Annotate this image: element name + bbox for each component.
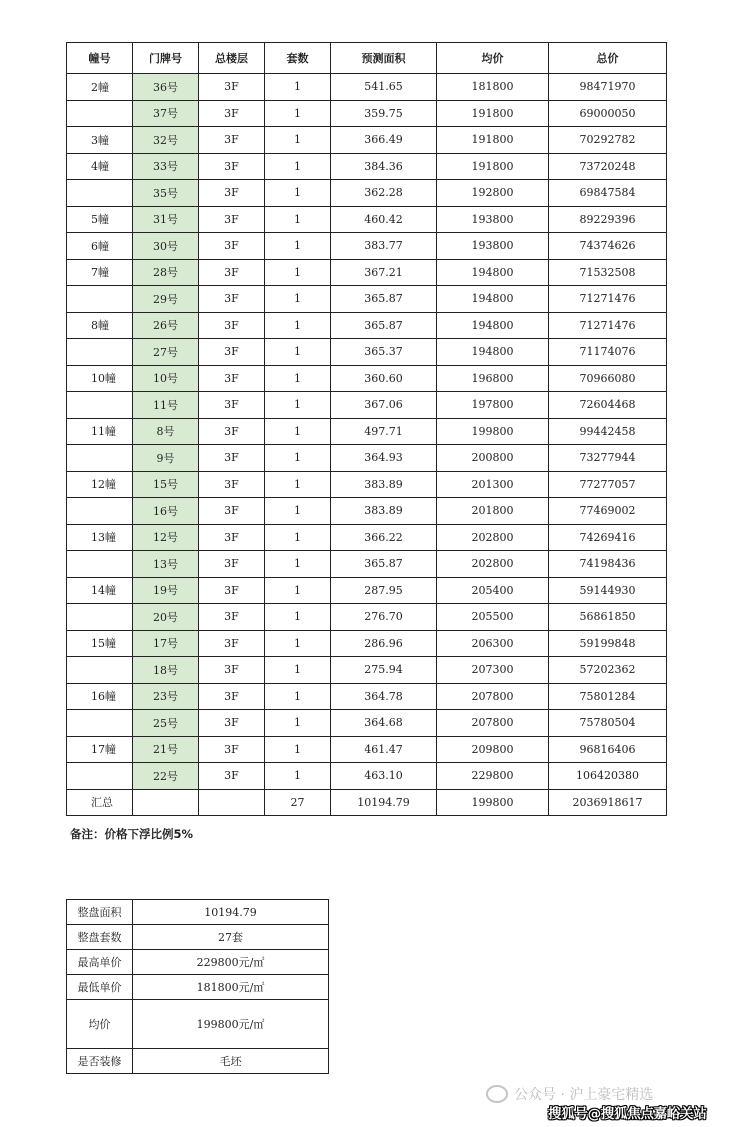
header-units: 套数	[265, 43, 331, 74]
cell-total-price: 99442458	[549, 418, 667, 445]
cell-total-price: 70292782	[549, 127, 667, 154]
wechat-icon	[486, 1085, 508, 1103]
table-header-row	[67, 43, 667, 74]
cell-total-floors: 3F	[199, 710, 265, 737]
cell-unit-price: 202800	[437, 524, 549, 551]
summary-row	[67, 975, 329, 1000]
cell-building: 11幢	[67, 418, 133, 445]
cell-building	[67, 710, 133, 737]
cell-building: 4幢	[67, 153, 133, 180]
cell-door-number: 36号	[133, 74, 199, 101]
cell-area: 276.70	[331, 604, 437, 631]
cell-total-price: 73720248	[549, 153, 667, 180]
table-row	[67, 657, 667, 684]
cell-unit-price: 207800	[437, 683, 549, 710]
cell-total-price: 89229396	[549, 206, 667, 233]
cell-total-price: 73277944	[549, 445, 667, 472]
cell-units: 1	[265, 206, 331, 233]
table-row	[67, 180, 667, 207]
cell-unit-price: 191800	[437, 100, 549, 127]
cell-total-floors: 3F	[199, 365, 265, 392]
cell-total-price: 70966080	[549, 365, 667, 392]
cell-total-floors: 3F	[199, 498, 265, 525]
cell-total-price: 75780504	[549, 710, 667, 737]
cell-building	[67, 392, 133, 419]
table-row	[67, 206, 667, 233]
cell-total-price: 74269416	[549, 524, 667, 551]
cell-units: 1	[265, 710, 331, 737]
cell-unit-price: 206300	[437, 630, 549, 657]
cell-area: 541.65	[331, 74, 437, 101]
cell-door-number: 32号	[133, 127, 199, 154]
table-row	[67, 153, 667, 180]
cell-door-number: 19号	[133, 577, 199, 604]
price-table	[66, 42, 667, 816]
cell-total-floors: 3F	[199, 577, 265, 604]
cell-units: 1	[265, 683, 331, 710]
table-row	[67, 100, 667, 127]
cell-units: 1	[265, 524, 331, 551]
cell-area: 360.60	[331, 365, 437, 392]
cell-total-price: 77277057	[549, 471, 667, 498]
cell-total-price: 75801284	[549, 683, 667, 710]
cell-area: 286.96	[331, 630, 437, 657]
total-area: 10194.79	[331, 789, 437, 816]
cell-door-number: 22号	[133, 763, 199, 790]
cell-area: 364.68	[331, 710, 437, 737]
cell-door-number: 20号	[133, 604, 199, 631]
cell-total-price: 57202362	[549, 657, 667, 684]
cell-units: 1	[265, 153, 331, 180]
cell-units: 1	[265, 259, 331, 286]
cell-unit-price: 194800	[437, 312, 549, 339]
table-row	[67, 736, 667, 763]
cell-building: 13幢	[67, 524, 133, 551]
summary-value: 181800元/㎡	[133, 975, 329, 1000]
cell-units: 1	[265, 577, 331, 604]
summary-row	[67, 1049, 329, 1074]
cell-door-number: 13号	[133, 551, 199, 578]
cell-building: 10幢	[67, 365, 133, 392]
cell-units: 1	[265, 286, 331, 313]
cell-units: 1	[265, 630, 331, 657]
cell-total-floors: 3F	[199, 418, 265, 445]
cell-unit-price: 194800	[437, 339, 549, 366]
cell-building	[67, 551, 133, 578]
cell-door-number: 16号	[133, 498, 199, 525]
cell-total-floors: 3F	[199, 339, 265, 366]
cell-building: 15幢	[67, 630, 133, 657]
cell-door-number: 9号	[133, 445, 199, 472]
cell-door-number: 33号	[133, 153, 199, 180]
table-row	[67, 577, 667, 604]
table-row	[67, 630, 667, 657]
cell-area: 365.37	[331, 339, 437, 366]
summary-label: 整盘套数	[67, 925, 133, 950]
table-row	[67, 127, 667, 154]
cell-door-number: 35号	[133, 180, 199, 207]
cell-units: 1	[265, 312, 331, 339]
cell-area: 364.93	[331, 445, 437, 472]
cell-total-floors: 3F	[199, 471, 265, 498]
cell-total-price: 69000050	[549, 100, 667, 127]
summary-label: 最低单价	[67, 975, 133, 1000]
cell-units: 1	[265, 763, 331, 790]
header-area: 预测面积	[331, 43, 437, 74]
total-price: 2036918617	[549, 789, 667, 816]
cell-units: 1	[265, 127, 331, 154]
cell-building	[67, 763, 133, 790]
cell-units: 1	[265, 418, 331, 445]
cell-total-floors: 3F	[199, 286, 265, 313]
cell-units: 1	[265, 551, 331, 578]
cell-total-floors: 3F	[199, 524, 265, 551]
cell-unit-price: 205500	[437, 604, 549, 631]
cell-door-number: 15号	[133, 471, 199, 498]
cell-total-price: 71271476	[549, 286, 667, 313]
cell-units: 1	[265, 471, 331, 498]
cell-units: 1	[265, 736, 331, 763]
cell-total-floors: 3F	[199, 206, 265, 233]
table-row	[67, 604, 667, 631]
cell-area: 461.47	[331, 736, 437, 763]
cell-building: 6幢	[67, 233, 133, 260]
summary-label: 最高单价	[67, 950, 133, 975]
cell-building	[67, 286, 133, 313]
cell-total-floors: 3F	[199, 630, 265, 657]
cell-total-floors: 3F	[199, 74, 265, 101]
cell-unit-price: 194800	[437, 259, 549, 286]
cell-building: 12幢	[67, 471, 133, 498]
cell-area: 364.78	[331, 683, 437, 710]
header-unit-price: 均价	[437, 43, 549, 74]
cell-total-price: 71532508	[549, 259, 667, 286]
cell-unit-price: 181800	[437, 74, 549, 101]
cell-door-number: 37号	[133, 100, 199, 127]
cell-door-number: 11号	[133, 392, 199, 419]
cell-door-number: 12号	[133, 524, 199, 551]
cell-area: 383.89	[331, 498, 437, 525]
summary-row	[67, 900, 329, 925]
header-total-floors: 总楼层	[199, 43, 265, 74]
cell-area: 460.42	[331, 206, 437, 233]
cell-unit-price: 201800	[437, 498, 549, 525]
cell-total-price: 106420380	[549, 763, 667, 790]
summary-table	[66, 899, 329, 1074]
table-row	[67, 286, 667, 313]
cell-door-number: 10号	[133, 365, 199, 392]
cell-area: 463.10	[331, 763, 437, 790]
summary-row	[67, 925, 329, 950]
cell-units: 1	[265, 339, 331, 366]
cell-door-number: 18号	[133, 657, 199, 684]
cell-total-floors: 3F	[199, 657, 265, 684]
cell-units: 1	[265, 392, 331, 419]
cell-door-number: 31号	[133, 206, 199, 233]
cell-area: 365.87	[331, 286, 437, 313]
cell-unit-price: 191800	[437, 127, 549, 154]
table-row	[67, 710, 667, 737]
cell-unit-price: 192800	[437, 180, 549, 207]
cell-total-price: 98471970	[549, 74, 667, 101]
cell-area: 367.06	[331, 392, 437, 419]
cell-unit-price: 209800	[437, 736, 549, 763]
table-row	[67, 233, 667, 260]
table-row	[67, 471, 667, 498]
table-row	[67, 763, 667, 790]
cell-area: 497.71	[331, 418, 437, 445]
cell-unit-price: 199800	[437, 418, 549, 445]
cell-unit-price: 200800	[437, 445, 549, 472]
cell-door-number: 8号	[133, 418, 199, 445]
cell-total-price: 74374626	[549, 233, 667, 260]
header-total-price: 总价	[549, 43, 667, 74]
cell-building: 2幢	[67, 74, 133, 101]
cell-total-floors: 3F	[199, 445, 265, 472]
cell-area: 367.21	[331, 259, 437, 286]
cell-area: 383.77	[331, 233, 437, 260]
cell-building: 8幢	[67, 312, 133, 339]
cell-units: 1	[265, 604, 331, 631]
cell-area: 287.95	[331, 577, 437, 604]
cell-area: 365.87	[331, 312, 437, 339]
watermark	[486, 1084, 653, 1104]
cell-building: 17幢	[67, 736, 133, 763]
summary-value: 199800元/㎡	[133, 1000, 329, 1049]
table-row	[67, 312, 667, 339]
table-row	[67, 259, 667, 286]
cell-door-number: 27号	[133, 339, 199, 366]
cell-total-floors: 3F	[199, 233, 265, 260]
cell-total-price: 56861850	[549, 604, 667, 631]
summary-label: 均价	[67, 1000, 133, 1049]
table-row	[67, 498, 667, 525]
cell-building	[67, 657, 133, 684]
cell-total-floors: 3F	[199, 763, 265, 790]
cell-total-price: 59144930	[549, 577, 667, 604]
cell-total-price: 96816406	[549, 736, 667, 763]
cell-total-price: 71271476	[549, 312, 667, 339]
table-row	[67, 683, 667, 710]
summary-value: 229800元/㎡	[133, 950, 329, 975]
cell-area: 365.87	[331, 551, 437, 578]
cell-units: 1	[265, 498, 331, 525]
cell-total-floors: 3F	[199, 604, 265, 631]
cell-total-price: 77469002	[549, 498, 667, 525]
cell-unit-price: 207800	[437, 710, 549, 737]
cell-unit-price: 197800	[437, 392, 549, 419]
cell-building	[67, 445, 133, 472]
cell-unit-price: 207300	[437, 657, 549, 684]
cell-total-floors: 3F	[199, 392, 265, 419]
cell-total-price: 69847584	[549, 180, 667, 207]
table-row	[67, 392, 667, 419]
header-door-number: 门牌号	[133, 43, 199, 74]
cell-total-price: 72604468	[549, 392, 667, 419]
cell-door-number: 23号	[133, 683, 199, 710]
price-note: 备注：价格下浮比例5%	[70, 827, 194, 841]
table-row	[67, 74, 667, 101]
cell-building: 7幢	[67, 259, 133, 286]
cell-building	[67, 180, 133, 207]
cell-total-floors: 3F	[199, 100, 265, 127]
cell-area: 384.36	[331, 153, 437, 180]
summary-value: 10194.79	[133, 900, 329, 925]
cell-area: 359.75	[331, 100, 437, 127]
cell-units: 1	[265, 365, 331, 392]
summary-row	[67, 1000, 329, 1049]
cell-building	[67, 604, 133, 631]
table-row	[67, 339, 667, 366]
cell-area: 366.49	[331, 127, 437, 154]
cell-building	[67, 498, 133, 525]
cell-units: 1	[265, 233, 331, 260]
cell-total-price: 74198436	[549, 551, 667, 578]
cell-total-floors: 3F	[199, 736, 265, 763]
table-row	[67, 365, 667, 392]
source-tag: 搜狐号@搜狐焦点嘉峪关站	[548, 1106, 707, 1122]
cell-unit-price: 194800	[437, 286, 549, 313]
total-label: 汇总	[67, 789, 133, 816]
cell-area: 383.89	[331, 471, 437, 498]
cell-door-number: 17号	[133, 630, 199, 657]
cell-total-price: 71174076	[549, 339, 667, 366]
cell-total-price: 59199848	[549, 630, 667, 657]
cell-door-number: 21号	[133, 736, 199, 763]
summary-value: 27套	[133, 925, 329, 950]
cell-building	[67, 100, 133, 127]
cell-area: 366.22	[331, 524, 437, 551]
cell-total-floors: 3F	[199, 127, 265, 154]
cell-area: 362.28	[331, 180, 437, 207]
header-building: 幢号	[67, 43, 133, 74]
total-units: 27	[265, 789, 331, 816]
cell-units: 1	[265, 180, 331, 207]
table-row	[67, 445, 667, 472]
cell-building	[67, 339, 133, 366]
cell-door-number: 30号	[133, 233, 199, 260]
cell-unit-price: 205400	[437, 577, 549, 604]
cell-unit-price: 201300	[437, 471, 549, 498]
cell-unit-price: 202800	[437, 551, 549, 578]
watermark-text: 公众号 · 沪上豪宅精选	[514, 1087, 654, 1103]
total-door	[133, 789, 199, 816]
cell-door-number: 26号	[133, 312, 199, 339]
table-row	[67, 524, 667, 551]
total-floors	[199, 789, 265, 816]
cell-building: 5幢	[67, 206, 133, 233]
summary-row	[67, 950, 329, 975]
cell-total-floors: 3F	[199, 259, 265, 286]
summary-label: 整盘面积	[67, 900, 133, 925]
cell-area: 275.94	[331, 657, 437, 684]
cell-units: 1	[265, 74, 331, 101]
cell-unit-price: 193800	[437, 233, 549, 260]
cell-unit-price: 193800	[437, 206, 549, 233]
cell-unit-price: 196800	[437, 365, 549, 392]
cell-total-floors: 3F	[199, 551, 265, 578]
cell-unit-price: 229800	[437, 763, 549, 790]
cell-units: 1	[265, 100, 331, 127]
cell-door-number: 29号	[133, 286, 199, 313]
cell-building: 3幢	[67, 127, 133, 154]
table-row	[67, 551, 667, 578]
cell-total-floors: 3F	[199, 683, 265, 710]
cell-building: 14幢	[67, 577, 133, 604]
cell-total-floors: 3F	[199, 312, 265, 339]
cell-total-floors: 3F	[199, 153, 265, 180]
cell-total-floors: 3F	[199, 180, 265, 207]
summary-value: 毛坯	[133, 1049, 329, 1074]
cell-building: 16幢	[67, 683, 133, 710]
cell-units: 1	[265, 657, 331, 684]
table-row	[67, 418, 667, 445]
cell-door-number: 25号	[133, 710, 199, 737]
cell-door-number: 28号	[133, 259, 199, 286]
cell-units: 1	[265, 445, 331, 472]
summary-label: 是否装修	[67, 1049, 133, 1074]
total-avg-price: 199800	[437, 789, 549, 816]
cell-unit-price: 191800	[437, 153, 549, 180]
total-row	[67, 789, 667, 816]
